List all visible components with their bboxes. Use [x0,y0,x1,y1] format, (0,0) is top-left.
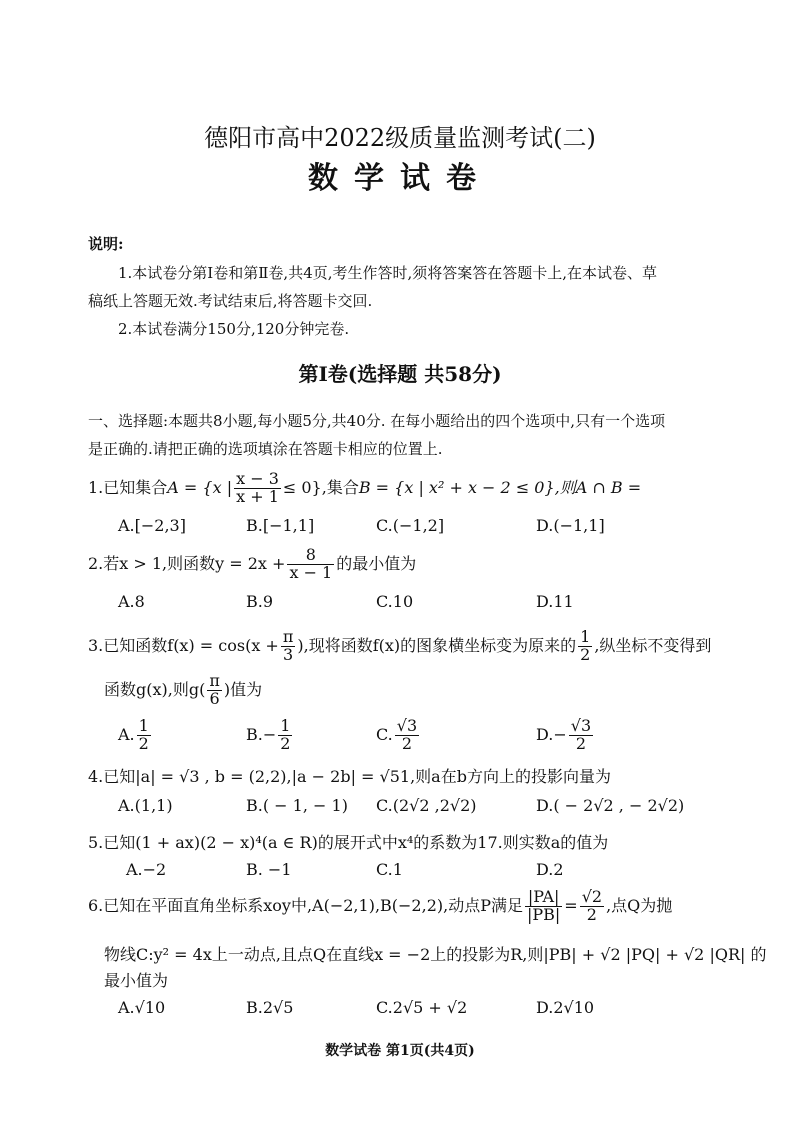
question-5-option-c: C.1 [376,860,403,879]
question-3-option-d-fraction [569,718,593,753]
question-3-line-2 [104,670,262,710]
question-1 [88,470,641,506]
note-item-1-line-2: 稿纸上答题无效.考试结束后,将答题卡交回. [88,292,373,310]
question-1-number: 1. [88,478,104,497]
question-1-frac-den: x + 1 [236,487,279,506]
question-3-option-a-num: 1 [138,716,149,735]
question-3-option-d-num: √3 [570,716,592,735]
page-footer: 数学试卷 第1页(共4页) [325,1043,475,1059]
question-2-frac-den: x − 1 [289,563,333,582]
question-3-fraction-1 [281,629,296,664]
question-3-frac1-den: 3 [283,645,294,664]
question-3-option-b-prefix: B. [246,724,263,744]
question-3-option-c-den: 2 [401,733,413,753]
question-1-setA-right: ≤ 0},集合 [282,478,359,497]
question-2-frac-num: 8 [287,547,334,565]
question-3-option-d-prefix: D. [536,724,554,744]
question-3-text-mid: ),现将函数f(x)的图象横坐标变为原来的 [297,636,577,655]
question-2-option-a: A.8 [118,592,145,611]
question-1-prefix: 已知集合 [103,478,168,497]
question-6-line-3: 最小值为 [104,971,169,990]
question-6-fraction-2 [580,889,604,924]
question-3-fraction-3 [207,673,222,708]
question-3-option-a [118,718,153,753]
question-3-option-c-num: √3 [396,716,418,735]
question-3-option-c-prefix: C. [376,724,393,744]
question-4-option-d: D.( − 2√2 , − 2√2) [536,796,685,815]
question-1-setB: B = {x | x² + x − 2 ≤ 0},则A ∩ B = [358,478,642,497]
question-3-option-d-den: 2 [575,733,587,753]
question-2-option-c: C.10 [376,592,414,611]
question-5-option-d: D.2 [536,860,564,879]
question-6-frac1-den: |PB| [526,905,561,924]
question-1-option-b: B.[−1,1] [246,516,315,535]
question-3-option-a-prefix: A. [118,724,135,744]
question-3-text-left: 3.已知函数f(x) = cos(x + [88,636,279,655]
question-1-option-c: C.(−1,2] [376,516,445,535]
question-3-frac2-den: 2 [580,645,591,664]
question-3-option-a-fraction [137,718,151,753]
question-6-option-b: B.2√5 [246,998,294,1017]
section-title: 第Ⅰ卷(选择题 共58分) [298,362,502,386]
question-3-option-d-sign: − [553,724,567,744]
question-3-option-d [536,718,595,753]
question-5: 5.已知(1 + ax)(2 − x)⁴(a ∈ R)的展开式中x⁴的系数为17.则实数a的值为 [88,833,609,852]
question-3-frac3-den: 6 [209,689,220,708]
question-1-option-a: A.[−2,3] [118,516,186,535]
question-3-option-b [246,718,294,753]
question-2-text-right: 的最小值为 [336,554,417,573]
question-2-option-b: B.9 [246,592,274,611]
question-3-line2-right: )值为 [223,680,263,699]
question-6-line-1 [88,886,672,926]
question-4-option-a: A.(1,1) [118,796,173,815]
question-3-fraction-2 [578,629,592,664]
question-3-line2-left: 函数g(x),则g( [104,680,206,699]
question-4-option-c: C.(2√2 ,2√2) [376,796,477,815]
question-6-option-d: D.2√10 [536,998,595,1017]
question-6-eq: = [564,896,578,915]
exam-title: 德阳市高中2022级质量监测考试(二) [204,124,596,152]
question-3-option-b-den: 2 [280,733,291,753]
question-6-fraction-1 [525,889,562,924]
question-6-option-a: A.√10 [118,998,166,1017]
question-2-option-d: D.11 [536,592,574,611]
question-2 [88,546,416,582]
section-instruction-line-1: 一、选择题:本题共8小题,每小题5分,共40分. 在每小题给出的四个选项中,只有一个选项 [88,412,666,430]
question-5-option-b: B. −1 [246,860,292,879]
question-3-option-b-num: 1 [280,716,291,735]
question-1-option-d: D.(−1,1] [536,516,605,535]
question-2-fraction [287,547,334,582]
question-6-text-right: ,点Q为抛 [606,896,673,915]
question-3-line-1 [88,626,711,666]
question-6-line-2: 物线C:y² = 4x上一动点,且点Q在直线x = −2上的投影为R,则|PB| + √2 |PQ| + √2 |QR| 的 [104,945,767,964]
question-5-option-a: A.−2 [126,860,167,879]
question-3-frac3-num: π [209,671,220,691]
question-1-setA-left: A = {x | [167,478,233,497]
note-item-1-line-1: 1.本试卷分第Ⅰ卷和第Ⅱ卷,共4页,考生作答时,须将答案答在答题卡上,在本试卷、草 [118,264,658,282]
question-2-text-left: 2.若x > 1,则函数y = 2x + [88,554,286,573]
question-3-text-right: ,纵坐标不变得到 [594,636,712,655]
question-3-option-c-fraction [395,718,419,753]
notes-heading: 说明: [88,235,124,253]
exam-subtitle: 数学试卷 [308,161,492,196]
note-item-2: 2.本试卷满分150分,120分钟完卷. [118,320,350,338]
question-3-frac2-num: 1 [580,627,591,647]
question-1-fraction [234,471,281,506]
question-1-frac-num: x − 3 [236,469,279,489]
question-6-option-c: C.2√5 + √2 [376,998,468,1017]
question-3-option-a-den: 2 [138,733,149,753]
question-6-frac2-num: √2 [581,887,603,907]
question-3-option-b-fraction [278,718,292,753]
question-6-frac1-num: |PA| [525,889,562,907]
question-6-text-left: 6.已知在平面直角坐标系xoy中,A(−2,1),B(−2,2),动点P满足 [88,896,523,915]
question-3-option-c [376,718,421,753]
section-instruction-line-2: 是正确的.请把正确的选项填涂在答题卡相应的位置上. [88,440,443,458]
question-4-option-b: B.( − 1, − 1) [246,796,348,815]
question-3-option-b-sign: − [262,724,277,744]
question-3-frac1-num: π [282,627,294,647]
question-6-frac2-den: 2 [586,905,597,924]
question-4: 4.已知|a| = √3 , b = (2,2),|a − 2b| = √51,则a在b方向上的投影向量为 [88,767,611,786]
